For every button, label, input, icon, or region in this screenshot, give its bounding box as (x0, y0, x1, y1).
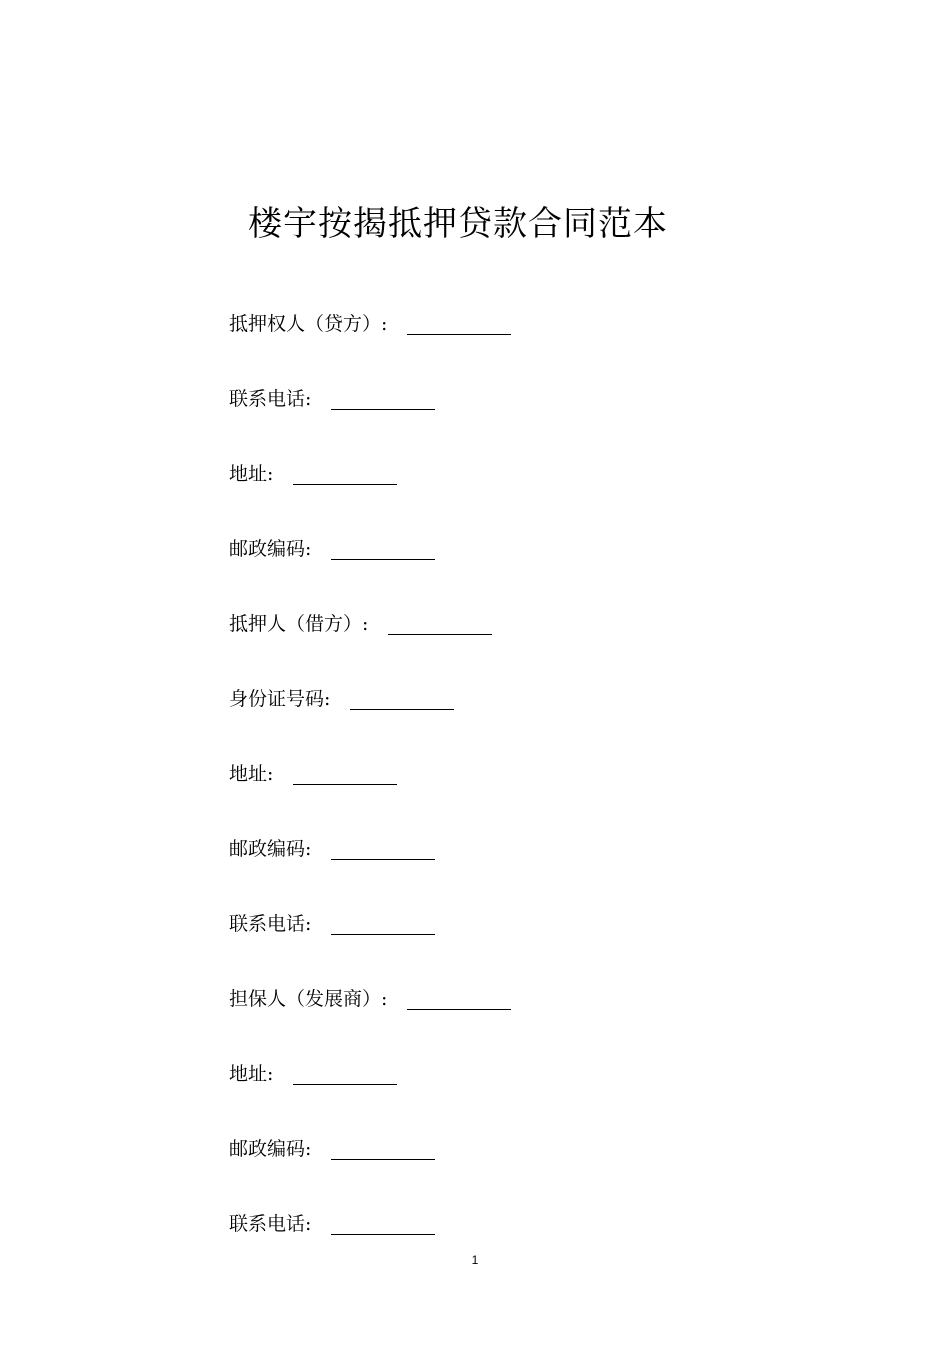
fill-in-blank[interactable] (331, 1212, 435, 1235)
field-label: 地址: (229, 462, 274, 485)
field-label: 担保人（发展商）: (229, 987, 388, 1010)
borrower-name-field (229, 586, 789, 661)
fill-in-blank[interactable] (331, 1137, 435, 1160)
guarantor-postcode-field (229, 1111, 789, 1186)
fill-in-blank[interactable] (407, 987, 511, 1010)
lender-address-field (229, 436, 789, 511)
field-label: 抵押权人（贷方）: (229, 312, 388, 335)
field-label: 地址: (229, 1062, 274, 1085)
fill-in-blank[interactable] (293, 762, 397, 785)
lender-postcode-field (229, 511, 789, 586)
fill-in-blank[interactable] (293, 462, 397, 485)
field-label: 联系电话: (229, 912, 312, 935)
fill-in-blank[interactable] (350, 687, 454, 710)
lender-name-field (229, 286, 789, 361)
borrower-id-number-field (229, 661, 789, 736)
fill-in-blank[interactable] (388, 612, 492, 635)
field-label: 邮政编码: (229, 837, 312, 860)
fill-in-blank[interactable] (407, 312, 511, 335)
lender-phone-field (229, 361, 789, 436)
guarantor-address-field (229, 1036, 789, 1111)
field-label: 身份证号码: (229, 687, 331, 710)
borrower-address-field (229, 736, 789, 811)
guarantor-name-field (229, 961, 789, 1036)
fill-in-blank[interactable] (331, 537, 435, 560)
borrower-postcode-field (229, 811, 789, 886)
fill-in-blank[interactable] (293, 1062, 397, 1085)
party-info-list (229, 286, 789, 1261)
fill-in-blank[interactable] (331, 837, 435, 860)
field-label: 邮政编码: (229, 1137, 312, 1160)
fill-in-blank[interactable] (331, 387, 435, 410)
guarantor-phone-field (229, 1186, 789, 1261)
field-label: 邮政编码: (229, 537, 312, 560)
field-label: 联系电话: (229, 1212, 312, 1235)
field-label: 地址: (229, 762, 274, 785)
fill-in-blank[interactable] (331, 912, 435, 935)
field-label: 抵押人（借方）: (229, 612, 369, 635)
field-label: 联系电话: (229, 387, 312, 410)
borrower-phone-field (229, 886, 789, 961)
page-number: 1 (471, 1253, 479, 1267)
document-title: 楼宇按揭抵押贷款合同范本 (248, 204, 668, 244)
